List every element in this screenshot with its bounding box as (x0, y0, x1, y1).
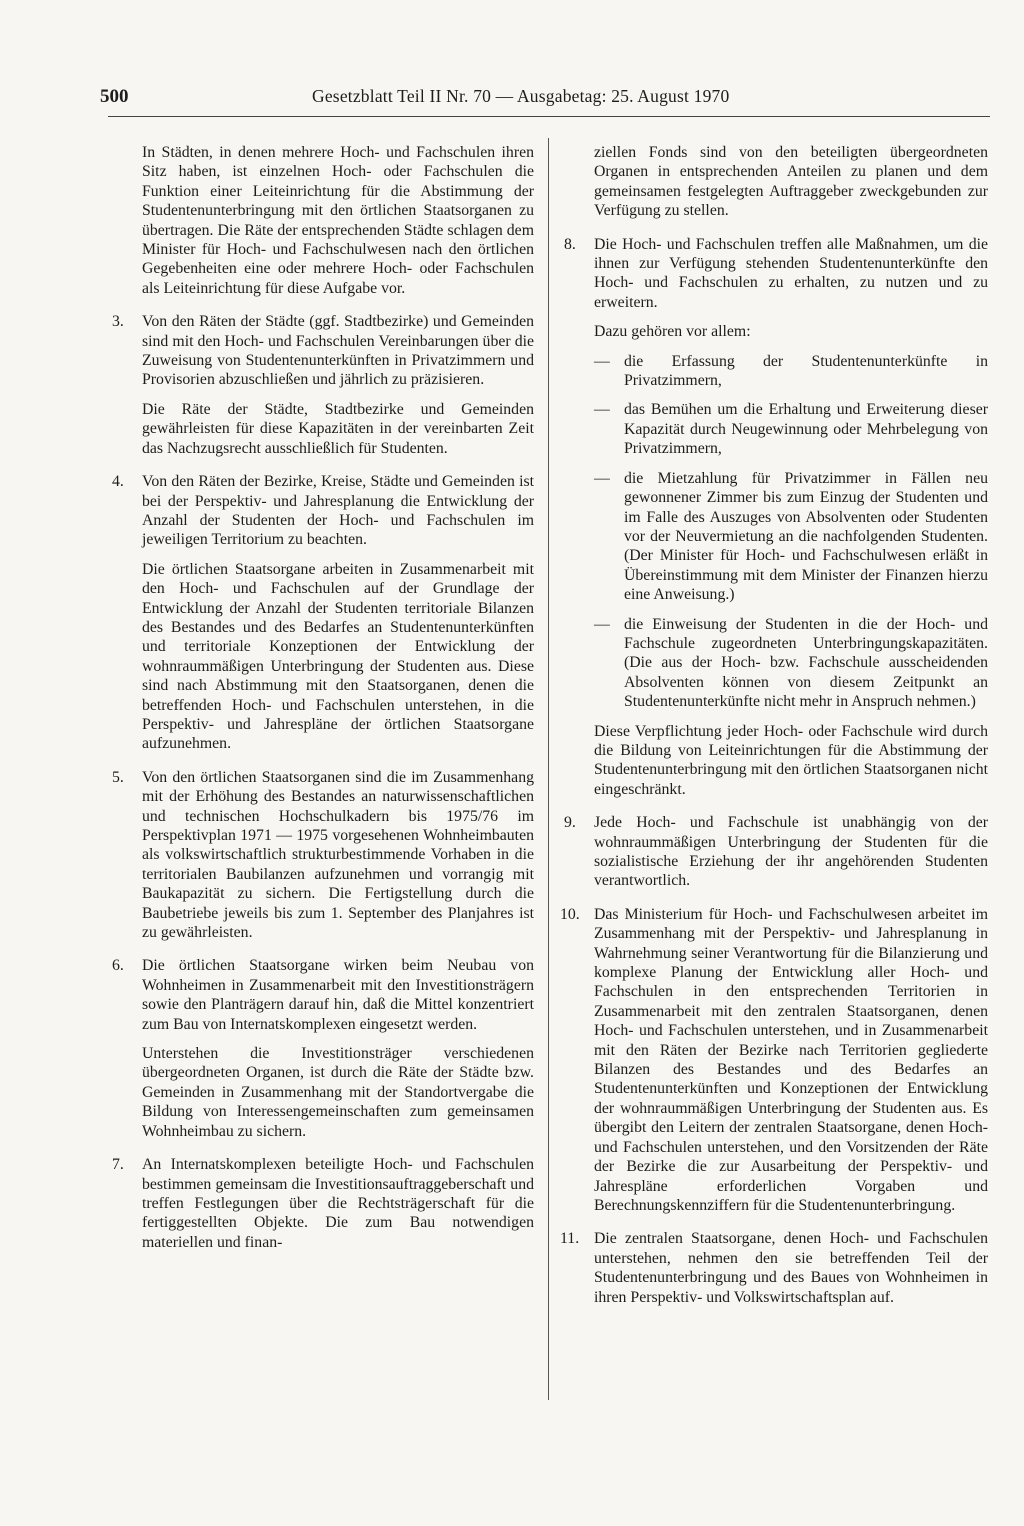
list-lead: Dazu gehören vor allem: (594, 323, 751, 341)
left-column (112, 143, 534, 1266)
right-column (560, 143, 988, 1321)
dash-bullet: — (594, 469, 610, 487)
list-item-4 (112, 472, 534, 754)
paragraph: Die zentralen Staatsorgane, denen Hoch- und Fachschulen unterstehen, nehmen den sie betreffenden Teil der Studentenunterbringung und des Baues von Wohnheimen in ihren Perspektiv- und Volkswirtschaftsplan auf. (594, 1230, 988, 1306)
dash-text: die Einweisung der Studenten in die der Hoch- und Fachschule zugeordneten Unterbringungskapazitäten. (Die aus der Hoch- bzw. Fachschule ausscheidenden Absolventen können von diesem Zeitpunkt an Studentenunterkünfte nicht mehr in Anspruch nehmen.) (624, 615, 988, 711)
paragraph: Die Räte der Städte, Stadtbezirke und Gemeinden gewährleisten für diese Kapazitäten in der vereinbarten Zeit das Nachzugsrecht ausschließlich für Studenten. (142, 400, 534, 457)
item-number: 11. (560, 1230, 580, 1248)
paragraph: Die Hoch- und Fachschulen treffen alle Maßnahmen, um die ihnen zur Verfügung stehenden Studentenunterkünfte den Hoch- und Fachschulen zu erhalten, zu nutzen und zu erweitern. (594, 235, 988, 311)
dash-bullet: — (594, 615, 610, 633)
dash-list (594, 352, 988, 712)
dash-bullet: — (594, 401, 610, 419)
paragraph: In Städten, in denen mehrere Hoch- und Fachschulen ihren Sitz haben, ist einzelnen Hoch- oder Fachschulen die Funktion einer Leiteinrichtung für die Abstimmung der Studentenunterbringung mit den örtlichen Staatsorganen zu übertragen. Die Räte der entsprechenden Städte schlagen dem Minister für Hoch- und Fachschulwesen nach den örtlichen Gegebenheiten eine oder mehrere Hoch- oder Fachschulen als Leiteinrichtung für diese Aufgabe vor. (142, 144, 534, 297)
dash-item (594, 615, 988, 712)
paragraph: Diese Verpflichtung jeder Hoch- oder Fachschule wird durch die Bildung von Leiteinrichtungen für die Abstimmung der Studentenunterbringung mit den örtlichen Staatsorganen nicht eingeschränkt. (594, 722, 988, 798)
column-divider (548, 138, 549, 1400)
dash-text: die Erfassung der Studentenunterkünfte in Privatzimmern, (624, 352, 988, 390)
paragraph: Von den Räten der Bezirke, Kreise, Städte und Gemeinden ist bei der Perspektiv- und Jahresplanung die Entwicklung der Anzahl der Studenten der Hoch- und Fachschulen im jeweiligen Territorium zu beachten. (142, 473, 534, 549)
list-item-6 (112, 956, 534, 1141)
paragraph: Die örtlichen Staatsorgane wirken beim Neubau von Wohnheimen in Zusammenarbeit mit den Investitionsträgern sowie den Planträgern darauf hin, daß die Mittel konzentriert zum Bau von Internatskomplexen eingesetzt werden. (142, 957, 534, 1033)
page-number: 500 (100, 86, 129, 107)
paragraph: Das Ministerium für Hoch- und Fachschulwesen arbeitet im Zusammenhang mit der Perspektiv- und Jahresplanung in Wahrnehmung seiner Verantwortung für die Bilanzierung und komplexe Planung der Entwicklung aller Hoch- und Fachschulen in den entsprechenden Territorien in Zusammenarbeit mit den zentralen Staatsorganen, denen Hoch- und Fachschulen unterstehen, und in Zusammenarbeit mit den Räten der Bezirke nach Territorien gegliederte Bilanzen des Bestandes und des Bedarfes an Studentenunterkünften und Konzeptionen der Entwicklung der wohnraummäßigen Unterbringung der Studenten aus. Es übergibt den Leitern der zentralen Staatsorgane, denen Hoch- und Fachschulen unterstehen, und den Vorsitzenden der Räte der Bezirke die zur Ausarbeitung der Perspektiv- und Jahrespläne erforderlichen Vorgaben und Berechnungskennziffern für die Studentenunterbringung. (594, 905, 988, 1214)
list-item-8 (564, 235, 988, 800)
list-item-5 (112, 768, 534, 943)
item-number: 3. (112, 313, 124, 331)
item-number: 5. (112, 768, 124, 786)
dash-item (594, 469, 988, 605)
list-item-3 (112, 312, 534, 458)
paragraph: Von den örtlichen Staatsorganen sind die im Zusammenhang mit der Erhöhung des Bestandes an naturwissenschaftlichen und technischen Hochschulkadern bis 1975/76 im Perspektivplan 1971 — 1975 vorgesehenen Wohnheimbauten als volkswirtschaftlich strukturbestimmende Vorhaben in die territorialen Baubilanzen aufzunehmen und vorrangig mit Baukapazität zu sichern. Die Fertigstellung durch die Baubetriebe jeweils bis zum 1. September des Planjahres ist zu gewährleisten. (142, 768, 534, 942)
dash-bullet: — (594, 352, 610, 370)
item-number: 6. (112, 957, 124, 975)
item-number: 4. (112, 473, 124, 491)
list-item-11 (560, 1229, 988, 1307)
paragraph: Von den Räten der Städte (ggf. Stadtbezirke) und Gemeinden sind mit den Hoch- und Fachschulen Vereinbarungen über die Zuweisung von Studentenunterkünften in Privatzimmern und Provisorien abzuschließen und jährlich zu präzisieren. (142, 313, 534, 389)
item-number: 9. (564, 814, 576, 832)
list-item-10 (560, 905, 988, 1216)
gazette-title: Gesetzblatt Teil II Nr. 70 — Ausgabetag: 25. August 1970 (312, 86, 730, 106)
item-number: 7. (112, 1156, 124, 1174)
dash-text: die Mietzahlung für Privatzimmer in Fällen neu gewonnener Zimmer bis zum Einzug der Studenten und im Falle des Auszuges von Absolventen oder Studenten vor der Neuvermietung an die nachfolgenden Studenten. (Der Minister für Hoch- und Fachschulwesen erläßt in Übereinstimmung mit dem Minister der Finanzen hierzu eine Anweisung.) (624, 469, 988, 604)
item-number: 8. (564, 235, 576, 253)
paragraph: Unterstehen die Investitionsträger verschiedenen übergeordneten Organen, ist durch die Räte der Städte bzw. Gemeinden in Zusammenhang mit der Standortvergabe die Bildung von Interessengemeinschaften zum gemeinsamen Wohnheimbau zu sichern. (142, 1045, 534, 1140)
header-rule (108, 116, 990, 117)
dash-text: das Bemühen um die Erhaltung und Erweiterung dieser Kapazität durch Neugewinnung oder Mehrbelegung von Privatzimmern, (624, 401, 988, 458)
paragraph: Jede Hoch- und Fachschule ist unabhängig von der wohnraummäßigen Unterbringung der Studenten für die sozialistische Erziehung der ihr angehörenden Studenten verantwortlich. (594, 814, 988, 890)
dash-item (594, 400, 988, 458)
paragraph: An Internatskomplexen beteiligte Hoch- und Fachschulen bestimmen gemeinsam die Investitionsauftraggeberschaft und treffen Festlegungen über die Rechtsträgerschaft für die fertiggestellten Objekte. Die zum Bau notwendigen materiellen und finan- (142, 1156, 534, 1251)
list-item-9 (564, 813, 988, 891)
paragraph: Die örtlichen Staatsorgane arbeiten in Zusammenarbeit mit den Hoch- und Fachschulen auf der Grundlage der Entwicklung der Anzahl der Studenten territoriale Bilanzen des Bestandes und des Bedarfes an Studentenunterkünften und territoriale Konzeptionen der Entwicklung der wohnraummäßigen Unterbringung der Studenten aus. Diese sind nach Abstimmung mit den Staatsorganen, denen die betreffenden Hoch- und Fachschulen unterstehen, in die Perspektiv- und Jahrespläne der örtlichen Staatsorgane aufzunehmen. (142, 560, 534, 753)
list-item-7 (112, 1155, 534, 1252)
paragraph: ziellen Fonds sind von den beteiligten übergeordneten Organen in entsprechenden Anteilen zu planen und dem gemeinsamen festgelegten Auftraggeber zweckgebunden zur Verfügung zu stellen. (594, 144, 988, 220)
item-number: 10. (560, 905, 580, 923)
dash-item (594, 352, 988, 391)
page-header (100, 86, 920, 110)
